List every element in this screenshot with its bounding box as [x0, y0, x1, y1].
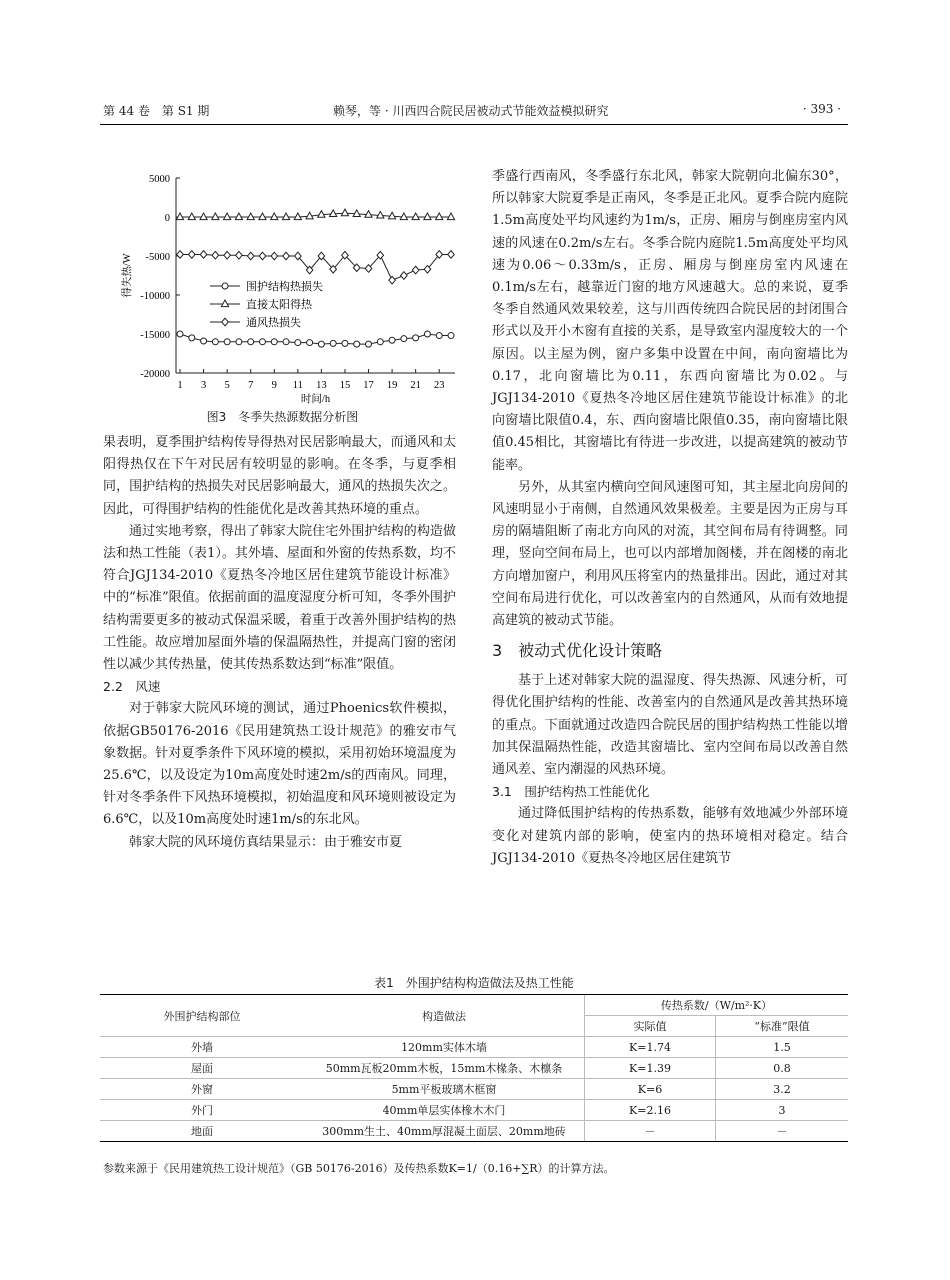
- table-row: [100, 1037, 848, 1058]
- data-point: [212, 213, 219, 220]
- table-note: 参数来源于《民用建筑热工设计规范》（GB 50176-2016）及传热系数K=1/（0.16+∑R）的计算方法。: [103, 1162, 615, 1175]
- cell-method: 300mm生土、40mm厚混凝土面层、20mm地砖: [304, 1121, 585, 1142]
- data-point: [388, 212, 395, 219]
- table-row: [100, 1079, 848, 1100]
- series-line: [180, 254, 451, 280]
- data-point: [201, 338, 207, 344]
- data-point: [448, 251, 455, 259]
- paragraph: 另外，从其室内横向空间风速图可知，其主屋北向房间的风速明显小于南侧，自然通风效果极差。主要是因为正房与耳房的隔墙阻断了南北方向风的对流，其空间布局有待调整。同理，竖向空间布局上，也可以内部增加阁楼，并在阁楼的南北方向增加窗户，利用风压将室内的热量排出。因此，通过对其空间布局进行优化，可以改善室内的自然通风，从而有效地提高建筑的被动式节能。: [492, 479, 848, 629]
- x-tick-label: 1: [177, 380, 183, 391]
- data-point: [365, 211, 372, 218]
- data-point: [353, 210, 360, 217]
- y-tick-label: -10000: [140, 291, 170, 302]
- cell-actual: K=6: [585, 1079, 716, 1100]
- paragraph: 通过实地考察，得出了韩家大院住宅外围护结构的构造做法和热工性能（表1）。其外墙、屋面和外窗的传热系数，均不符合JGJ134-2010《夏热冬冷地区居住建筑节能设计标准》中的“标准”限值。依据前面的温度湿度分析可知，冬季外围护结构需要更多的被动式保温采暖，着重于改善外围护结构的热工性能。故应增加屋面外墙的保温隔热性，并提高门窗的密闭性以减少其传热量，使其传热系数达到“标准”限值。: [103, 523, 456, 673]
- data-point: [222, 318, 229, 326]
- data-point: [247, 252, 254, 260]
- data-point: [447, 213, 454, 220]
- data-point: [330, 340, 336, 346]
- data-point: [221, 300, 228, 307]
- data-point: [412, 266, 419, 274]
- table-caption: 表1 外围护结构构造做法及热工性能: [374, 976, 574, 990]
- cell-part: 外墙: [100, 1037, 304, 1058]
- x-tick-label: 23: [433, 380, 445, 391]
- data-point: [318, 211, 325, 218]
- data-point: [236, 339, 242, 345]
- data-point: [330, 210, 337, 217]
- data-point: [235, 213, 242, 220]
- running-header: [103, 102, 847, 122]
- data-point: [436, 213, 443, 220]
- cell-method: 120mm实体木墙: [304, 1037, 585, 1058]
- data-point: [224, 251, 231, 259]
- data-point: [259, 213, 266, 220]
- data-point: [377, 211, 384, 218]
- x-tick-label: 19: [386, 380, 398, 391]
- x-tick-label: 11: [292, 380, 303, 391]
- table-row: [100, 1058, 848, 1079]
- table-header-k: 传热系数/（W/m²·K）: [585, 995, 849, 1016]
- data-point: [259, 339, 265, 345]
- data-point: [412, 213, 419, 220]
- table-row: [100, 1100, 848, 1121]
- data-point: [271, 339, 277, 345]
- cell-standard: 1.5: [716, 1037, 849, 1058]
- heat-loss-chart: [100, 168, 465, 408]
- x-tick-label: 3: [200, 380, 207, 391]
- data-point: [188, 251, 195, 259]
- section-heading-3: 3 被动式优化设计策略: [492, 641, 663, 661]
- data-point: [200, 251, 207, 259]
- legend-label: 直接太阳得热: [246, 298, 312, 311]
- data-point: [259, 252, 266, 260]
- paragraph: 对于韩家大院风环境的测试，通过Phoenics软件模拟，依据GB50176-2016《民用建筑热工设计规范》的雅安市气象数据。针对夏季条件下风环境的模拟，采用初始环境温度为25.6℃，以及设定为10m高度处时速2m/s的西南风。同理，针对冬季条件下风热环境模拟，初始温度和风环境则被设定为6.6℃，以及10m高度处时速1m/s的东北风。: [103, 701, 456, 828]
- section-heading-3-1: 3.1 围护结构热工性能优化: [492, 784, 650, 800]
- figure-caption: 图3 冬季失热源数据分析图: [206, 410, 359, 424]
- x-axis-label: 时间/h: [300, 394, 331, 405]
- x-tick-label: 13: [316, 380, 327, 391]
- data-point: [400, 213, 407, 220]
- data-point: [389, 337, 395, 343]
- cell-method: 40mm单层实体橡木木门: [304, 1100, 585, 1121]
- data-point: [283, 252, 290, 260]
- y-tick-label: 0: [164, 213, 170, 224]
- y-tick-label: -5000: [145, 252, 170, 263]
- data-point: [318, 341, 324, 347]
- data-point: [424, 213, 431, 220]
- data-point: [342, 340, 348, 346]
- data-point: [424, 331, 430, 337]
- table-header-method: 构造做法: [304, 995, 585, 1037]
- legend-label: 通风热损失: [246, 316, 301, 329]
- table-row: [100, 1121, 848, 1142]
- data-point: [177, 251, 184, 259]
- y-axis-label: 得失热/W: [122, 253, 133, 298]
- article-title: 赖琴，等 · 川西四合院民居被动式节能效益模拟研究: [333, 104, 609, 118]
- right-column: [492, 166, 848, 870]
- data-point: [189, 335, 195, 341]
- data-point: [247, 213, 254, 220]
- data-point: [271, 213, 278, 220]
- data-point: [176, 213, 183, 220]
- journal-volume: 第 44 卷 第 S1 期: [103, 104, 210, 118]
- data-point: [248, 339, 254, 345]
- paragraph: 通过降低围护结构的传热系数，能够有效地减少外部环境变化对建筑内部的影响，使室内的热环境相对稳定。结合JGJ134-2010《夏热冬冷地区居住建筑节: [492, 806, 848, 866]
- data-point: [341, 209, 348, 216]
- data-point: [436, 333, 442, 339]
- data-point: [283, 339, 289, 345]
- data-point: [401, 272, 408, 280]
- x-tick-label: 17: [363, 380, 374, 391]
- data-point: [307, 340, 313, 346]
- table-header-standard: “标准”限值: [716, 1016, 849, 1037]
- paragraph: 韩家大院的风环境仿真结果显示：由于雅安市夏: [129, 834, 403, 850]
- data-point: [212, 339, 218, 345]
- page-number: · 393 ·: [802, 102, 841, 116]
- y-tick-label: 5000: [149, 174, 170, 185]
- data-point: [366, 341, 372, 347]
- paragraph: 基于上述对韩家大院的温湿度、得失热源、风速分析，可得优化围护结构的性能、改善室内的自然通风是改善其热环境的重点。下面就通过改造四合院民居的围护结构热工性能以增加其保温隔热性能，改造其窗墙比、室内空间布局以改善自然通风差、室内潮湿的风热环境。: [492, 673, 848, 778]
- data-point: [294, 213, 301, 220]
- y-tick-label: -20000: [140, 369, 170, 380]
- data-point: [271, 252, 278, 260]
- x-tick-label: 21: [410, 380, 421, 391]
- data-point: [354, 341, 360, 347]
- cell-actual: K=2.16: [585, 1100, 716, 1121]
- x-tick-label: 15: [339, 380, 351, 391]
- table-header-part: 外围护结构部位: [100, 995, 304, 1037]
- cell-actual: K=1.74: [585, 1037, 716, 1058]
- data-point: [212, 251, 219, 259]
- data-point: [222, 283, 228, 289]
- cell-actual: －: [585, 1121, 716, 1142]
- legend-label: 围护结构热损失: [246, 280, 323, 293]
- data-point: [389, 276, 396, 284]
- data-point: [200, 213, 207, 220]
- data-point: [224, 339, 230, 345]
- cell-part: 外窗: [100, 1079, 304, 1100]
- data-point: [377, 339, 383, 345]
- data-point: [282, 213, 289, 220]
- data-point: [401, 336, 407, 342]
- paragraph: 果表明，夏季围护结构传导得热对民居影响最大，而通风和太阳得热仅在下午对民居有较明显的影响。在冬季，与夏季相同，围护结构的热损失对民居影响最大，通风的热损失次之。因此，可得围护结构的性能优化是改善其热环境的重点。: [103, 435, 456, 517]
- table-header-actual: 实际值: [585, 1016, 716, 1037]
- data-point: [188, 213, 195, 220]
- data-point: [413, 335, 419, 341]
- cell-standard: 0.8: [716, 1058, 849, 1079]
- table-1: [100, 994, 848, 1142]
- cell-part: 屋面: [100, 1058, 304, 1079]
- paragraph: 季盛行西南风，冬季盛行东北风，韩家大院朝向北偏东30°，所以韩家大院夏季是正南风，冬季是正北风。夏季合院内庭院1.5m高度处平均风速约为1m/s，正房、厢房与倒座房室内风速的风速在0.2m/s左右。冬季合院内庭院1.5m高度处平均风速为0.06～0.33m/s，正房、厢房与倒座房室内风速在0.1m/s左右，越靠近门窗的地方风速越大。总的来说，夏季冬季自然通风效果较差，这与川西传统四合院民居的封闭围合形式以及开小木窗有直接的关系，是导致室内湿度较大的一个原因。以主屋为例，窗户多集中设置在中间，南向窗墙比为0.17，北向窗墙比为0.11，东西向窗墙比为0.02。与JGJ134-2010《夏热冬冷地区居住建筑节能设计标准》的北向窗墙比限值0.4，东、西向窗墙比限值0.35，南向窗墙比限值0.45相比，其窗墙比有待进一步改进，以提高建筑的被动节能率。: [492, 169, 848, 473]
- cell-part: 外门: [100, 1100, 304, 1121]
- data-point: [236, 251, 243, 259]
- cell-standard: 3: [716, 1100, 849, 1121]
- header-rule: [100, 124, 848, 125]
- cell-part: 地面: [100, 1121, 304, 1142]
- cell-standard: 3.2: [716, 1079, 849, 1100]
- data-point: [448, 333, 454, 339]
- cell-method: 5mm平板玻璃木框窗: [304, 1079, 585, 1100]
- series-line: [180, 213, 451, 217]
- cell-method: 50mm瓦板20mm木板，15mm木椽条、木檩条: [304, 1058, 585, 1079]
- section-heading-2-2: 2.2 风速: [103, 679, 161, 695]
- series-line: [180, 334, 451, 344]
- x-tick-label: 9: [271, 380, 277, 391]
- cell-actual: K=1.39: [585, 1058, 716, 1079]
- data-point: [295, 340, 301, 346]
- data-point: [224, 213, 231, 220]
- data-point: [177, 331, 183, 337]
- x-tick-label: 7: [248, 380, 254, 391]
- figure-3: [100, 168, 465, 430]
- y-tick-label: -15000: [140, 330, 170, 341]
- cell-standard: －: [716, 1121, 849, 1142]
- left-column: [103, 432, 456, 854]
- x-tick-label: 5: [224, 380, 230, 391]
